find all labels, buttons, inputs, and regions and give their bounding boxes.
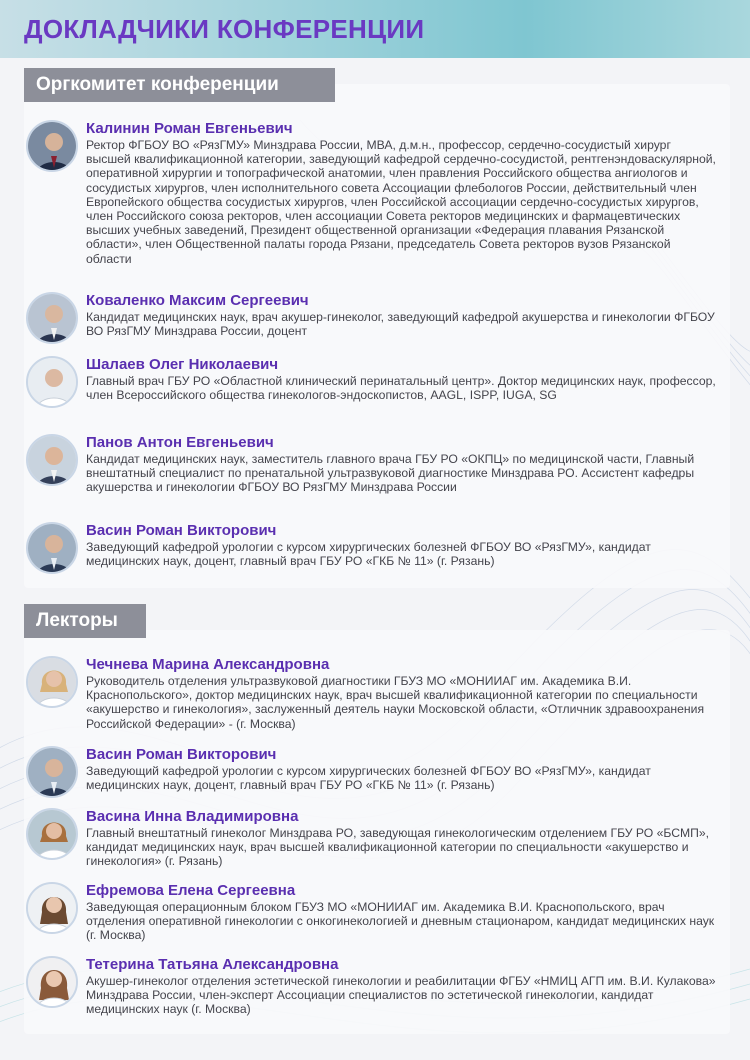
page-title: ДОКЛАДЧИКИ КОНФЕРЕНЦИИ [24,14,425,44]
section-label-organizers: Оргкомитет конференции [24,68,335,102]
speaker-name: Тетерина Татьяна Александровна [86,956,339,973]
speaker-description: Главный врач ГБУ РО «Областной клинический перинатальный центр». Доктор медицинских наук, профессор, член Всероссийского общества гинекологов-эндоскопистов, AAGL, ISPP, IUGA, SG [86,374,716,403]
speaker-description: Главный внештатный гинеколог Минздрава РО, заведующая гинекологическим отделением ГБУ РО «БСМП», кандидат медицинских наук, врач высшей квалификационной категории по специальности «акушерство и гинекология» (г. Рязань) [86,826,710,869]
speaker-photo [26,522,78,574]
speaker-description: Ректор ФГБОУ ВО «РязГМУ» Минздрава России, МВА, д.м.н., профессор, сердечно-сосудистый хирург высшей квалификационной категории, заведующий кафедрой сердечно-сосудистой, рентгенэндоваскулярной, оперативной хирургии и топографической анатомии, член правления Российского общества ангиологов и сосудистых хирургов, член исполнительного совета Ассоциации флебологов России, действительный член Европейского общества сосудистых хирургов, член Российской ассоциации сердечно-сосудистых хирургов, член Российского союза ректоров, член ассоциации Совета ректоров медицинских и фармацевтических высших учебных заведений, Президент общественной организации «Федерация плавания Рязанской области», член Общественной палаты города Рязани, председатель Совета ректоров вузов Рязанской области [86,138,716,266]
speaker-photo [26,746,78,798]
speaker-description: Кандидат медицинских наук, заместитель главного врача ГБУ РО «ОКПЦ» по медицинской части, Главный внештатный специалист по пренатальной ультразвуковой диагностике Минздрава РО. Ассистент кафедры акушерства и гинекологии ФГБОУ ВО РязГМУ Минздрава России [86,452,695,495]
speaker-photo [26,292,78,344]
speaker-name: Васина Инна Владимировна [86,808,299,825]
speaker-photo [26,956,78,1008]
speaker-photo [26,882,78,934]
speaker-photo [26,120,78,172]
speaker-name: Васин Роман Викторович [86,522,277,539]
speaker-name: Калинин Роман Евгеньевич [86,120,293,137]
speaker-name: Шалаев Олег Николаевич [86,356,279,373]
speaker-description: Акушер-гинеколог отделения эстетической гинекологии и реабилитации ФГБУ «НМИЦ АГП им. В.И. Кулакова» Минздрава России, член-эксперт Ассоциации специалистов по эстетической гинекологии, кандидат медицинских наук (г. Москва) [86,974,716,1017]
speaker-name: Коваленко Максим Сергеевич [86,292,309,309]
speaker-name: Панов Антон Евгеньевич [86,434,274,451]
speaker-description: Заведующий кафедрой урологии с курсом хирургических болезней ФГБОУ ВО «РязГМУ», кандидат медицинских наук, доцент, главный врач ГБУ РО «ГКБ № 11» (г. Рязань) [86,764,651,793]
speaker-name: Васин Роман Викторович [86,746,277,763]
speaker-photo [26,656,78,708]
speaker-description: Заведующий кафедрой урологии с курсом хирургических болезней ФГБОУ ВО «РязГМУ», кандидат медицинских наук, доцент, главный врач ГБУ РО «ГКБ № 11» (г. Рязань) [86,540,651,569]
section-label-lecturers: Лекторы [24,604,146,638]
speaker-name: Ефремова Елена Сергеевна [86,882,296,899]
speaker-photo [26,808,78,860]
speaker-photo [26,434,78,486]
speaker-description: Заведующая операционным блоком ГБУЗ МО «МОНИИАГ им. Академика В.И. Краснопольского, врач отделения оперативной гинекологии с онкогинекологией и дневным стационаром, кандидат медицинских наук (г. Москва) [86,900,715,943]
speaker-description: Кандидат медицинских наук, врач акушер-гинеколог, заведующий кафедрой акушерства и гинекологии ФГБОУ ВО РязГМУ Минздрава России, доцент [86,310,715,339]
speaker-photo [26,356,78,408]
speaker-name: Чечнева Марина Александровна [86,656,330,673]
speaker-description: Руководитель отделения ультразвуковой диагностики ГБУЗ МО «МОНИИАГ им. Академика В.И. Краснопольского», доктор медицинских наук, врач высшей квалификационной категории по специальности «акушерство и гинекология», заслуженный деятель науки Московской области, «Отличник здравоохранения Российской Федерации» - (г. Москва) [86,674,705,731]
